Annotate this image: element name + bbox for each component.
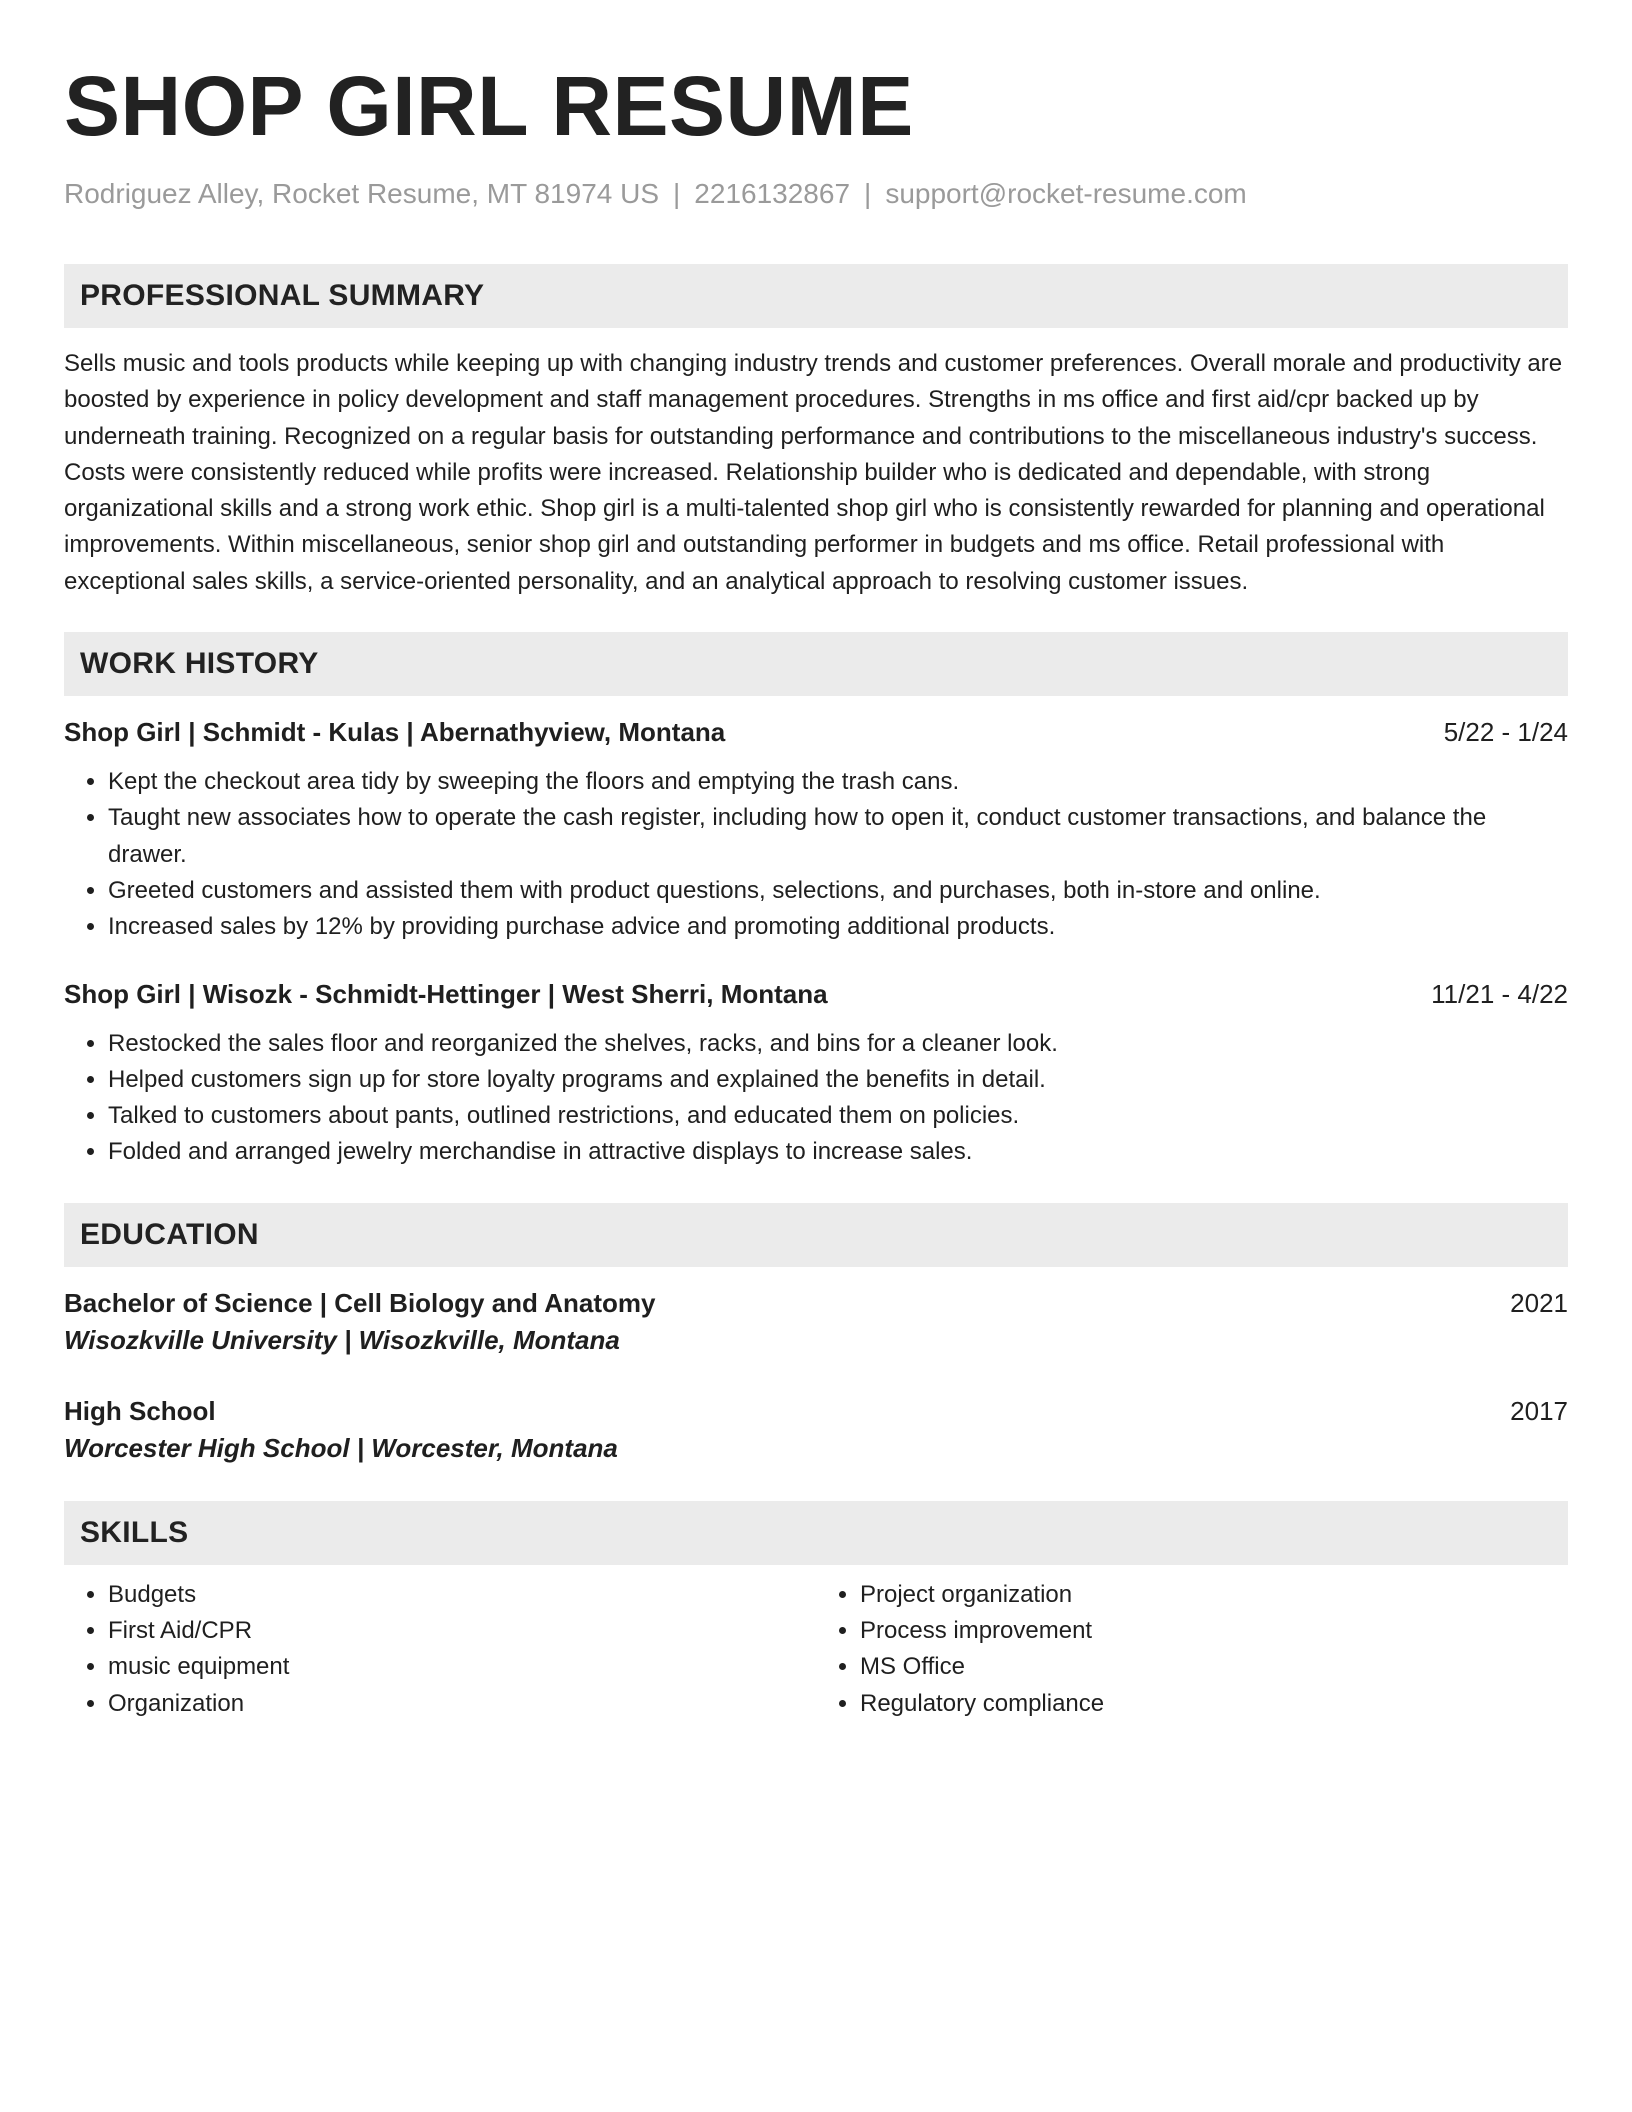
summary-paragraph: Sells music and tools products while keeping up with changing industry trends and customer preferences. Overall morale and productivity are boosted by experience in policy development and staff management procedures. Strengths in ms office and first aid/cpr backed up by underneath training. Recognized on a regular basis for outstanding performance and contributions to the miscellaneous industry's success. Costs were consistently reduced while profits were increased. Relationship builder who is dedicated and dependable, with strong organizational skills and a strong work ethic. Shop girl is a multi-talented shop girl who is consistently rewarded for planning and operational improvements. Within miscellaneous, senior shop girl and outstanding performer in budgets and ms office. Retail professional with exceptional sales skills, a service-oriented personality, and an analytical approach to resolving customer issues. (64, 350, 1563, 595)
resume-title: SHOP GIRL RESUME (64, 59, 914, 153)
job-bullet-list (64, 764, 1568, 945)
skills-list (816, 1577, 1568, 1722)
skill-item: • Budgets (108, 1577, 816, 1613)
education-header-row (64, 1393, 1568, 1429)
skill-item: • First Aid/CPR (108, 1613, 816, 1649)
job-bullet: • Greeted customers and assisted them with product questions, selections, and purchases, both in-store and online. (108, 873, 1568, 909)
job-bullet: • Helped customers sign up for store loyalty programs and explained the benefits in detail. (108, 1062, 1568, 1098)
job-dates: 5/22 - 1/24 (1443, 717, 1568, 748)
education-year: 2021 (1510, 1287, 1568, 1318)
section-header-education: EDUCATION (64, 1203, 1568, 1267)
job-entry (64, 976, 1568, 1171)
education-degree: High School (64, 1395, 216, 1426)
skill-item: • music equipment (108, 1649, 816, 1685)
job-bullet: • Taught new associates how to operate the cash register, including how to open it, conduct customer transactions, and balance the drawer. (108, 800, 1568, 873)
skills-list (64, 1577, 816, 1722)
section-header-summary: PROFESSIONAL SUMMARY (64, 264, 1568, 328)
education-entry (64, 1393, 1568, 1467)
skills-column-left (64, 1577, 816, 1722)
contact-phone: 2216132867 (694, 178, 851, 209)
job-bullet: • Folded and arranged jewelry merchandise in attractive displays to increase sales. (108, 1134, 1568, 1170)
contact-separator: | (673, 178, 681, 209)
job-header-row (64, 714, 1568, 750)
skills-grid (64, 1577, 1568, 1722)
job-dates: 11/21 - 4/22 (1431, 978, 1568, 1009)
contact-line (64, 176, 1568, 212)
skill-item: • Process improvement (860, 1613, 1568, 1649)
skill-item: • Organization (108, 1686, 816, 1722)
job-bullet: • Increased sales by 12% by providing purchase advice and promoting additional products. (108, 909, 1568, 945)
job-header-row (64, 976, 1568, 1012)
job-bullet: • Talked to customers about pants, outlined restrictions, and educated them on policies. (108, 1098, 1568, 1134)
education-degree: Bachelor of Science | Cell Biology and Anatomy (64, 1287, 656, 1318)
education-school: Wisozkville University | Wisozkville, Montana (64, 1324, 620, 1355)
skills-column-right (816, 1577, 1568, 1722)
skill-item: • Project organization (860, 1577, 1568, 1613)
job-title: Shop Girl | Schmidt - Kulas | Abernathyview, Montana (64, 717, 726, 748)
education-entry (64, 1285, 1568, 1359)
job-bullet: • Kept the checkout area tidy by sweeping the floors and emptying the trash cans. (108, 764, 1568, 800)
education-school: Worcester High School | Worcester, Montana (64, 1432, 618, 1463)
skill-item: • Regulatory compliance (860, 1686, 1568, 1722)
contact-separator: | (864, 178, 872, 209)
skill-item: • MS Office (860, 1649, 1568, 1685)
section-header-skills: SKILLS (64, 1501, 1568, 1565)
education-header-row (64, 1285, 1568, 1321)
job-title: Shop Girl | Wisozk - Schmidt-Hettinger | West Sherri, Montana (64, 978, 828, 1009)
contact-address: Rodriguez Alley, Rocket Resume, MT 81974 US (64, 178, 660, 209)
education-year: 2017 (1510, 1395, 1568, 1426)
job-bullet: • Restocked the sales floor and reorganized the shelves, racks, and bins for a cleaner look. (108, 1026, 1568, 1062)
job-bullet-list (64, 1026, 1568, 1171)
section-header-work-history: WORK HISTORY (64, 632, 1568, 696)
contact-email: support@rocket-resume.com (885, 178, 1247, 209)
job-entry (64, 714, 1568, 945)
